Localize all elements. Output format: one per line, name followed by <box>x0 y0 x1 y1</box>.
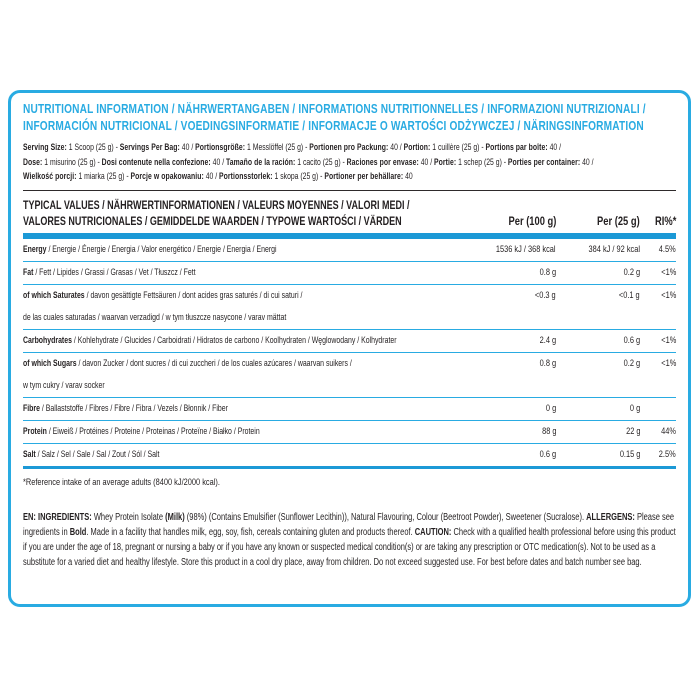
table-row <box>23 421 676 444</box>
value-per-100g: 1536 kJ / 368 kcal <box>496 243 556 255</box>
typical-values-title-line1: TYPICAL VALUES / NÄHRWERTINFORMATIONEN / VALEURS MOYENNES / VALORI MEDI / <box>23 197 410 212</box>
value-per-25g: 22 g <box>625 425 640 437</box>
value-per-25g: 0.15 g <box>619 448 640 460</box>
nutrient-label: of which Saturates / davon gesättigte Fettsäuren / dont acides gras saturés / di cui saturi / de las cuales saturadas / waarvan verzadigd / w tym tłuszcze nasycone / varav mättat <box>23 290 456 324</box>
nutrient-label: of which Sugars / davon Zucker / dont sucres / di cui zuccheri / de los cuales azúcares / waarvan suikers / w tym cukry / varav socker <box>23 357 352 391</box>
reference-footnote-text: *Reference intake of an average adults (8400 kJ/2000 kcal). <box>23 476 220 488</box>
value-per-25g: 0.2 g <box>623 266 640 278</box>
column-header-per-25g: Per (25 g) <box>597 213 640 228</box>
value-per-25g: 0.2 g <box>623 357 640 369</box>
nutrition-label-panel <box>8 90 691 607</box>
value-ri-percent: 2.5% <box>659 448 676 460</box>
value-ri-percent: 4.5% <box>659 243 676 255</box>
typical-values-title <box>23 197 456 229</box>
value-per-100g: 88 g <box>541 425 556 437</box>
nutrient-label: Salt / Salz / Sel / Sale / Sal / Zout / Sól / Salt <box>23 448 160 460</box>
nutrient-label: Fat / Fett / Lipides / Grassi / Grasas / Vet / Tłuszcz / Fett <box>23 266 196 278</box>
serving-info-line: Wielkość porcji: 1 miarka (25 g) - Porcje w opakowaniu: 40 / Portionsstorlek: 1 skopa (25 g) - Portioner per behällare: 40 <box>23 171 413 182</box>
column-header-per-100g: Per (100 g) <box>508 213 556 228</box>
value-ri-percent: <1% <box>660 266 676 278</box>
table-row <box>23 330 676 353</box>
value-per-100g: 0 g <box>545 402 556 414</box>
nutrition-header <box>23 101 676 134</box>
nutrient-label-line2: w tym cukry / varav socker <box>23 379 105 391</box>
serving-info-line: Serving Size: 1 Scoop (25 g) - Servings Per Bag: 40 / Portionsgröße: 1 Messlöffel (25 g) - Portionen pro Packung: 40 / Portion: 1 cuillère (25 g) - Portions par boîte: 40 / <box>23 142 562 153</box>
value-per-25g: 0 g <box>629 402 640 414</box>
table-row <box>23 262 676 285</box>
value-per-100g: 0.6 g <box>539 448 556 460</box>
reference-footnote <box>23 477 676 489</box>
nutrition-table-body <box>23 239 676 469</box>
typical-values-title-line2: VALORES NUTRICIONALES / GEMIDDELDE WAARDEN / TYPOWE WARTOŚCI / VÄRDEN <box>23 213 402 228</box>
table-row <box>23 239 676 262</box>
value-ri-percent: <1% <box>660 289 676 301</box>
table-row <box>23 353 676 398</box>
nutrient-label: Protein / Eiweiß / Protéines / Proteine / Proteinas / Proteïne / Białko / Protein <box>23 425 260 437</box>
value-ri-percent <box>640 403 676 415</box>
nutrition-header-line1: NUTRITIONAL INFORMATION / NÄHRWERTANGABEN / INFORMATIONS NUTRITIONNELLES / INFORMAZIONI NUTRIZIONALI / <box>23 101 646 116</box>
nutrition-header-line2: INFORMACIÓN NUTRICIONAL / VOEDINGSINFORMATIE / INFORMACJE O WARTOŚCI ODŻYWCZEJ / NÄRINGSINFORMATION <box>23 117 644 133</box>
serving-info-line: Dose: 1 misurino (25 g) - Dosi contenute nella confezione: 40 / Tamaño de la ración: 1 cacito (25 g) - Raciones por envase: 40 / Portie: 1 schep (25 g) - Porties per container: 40 / <box>23 156 594 168</box>
value-per-25g: 384 kJ / 92 kcal <box>588 243 640 255</box>
value-per-25g: <0.1 g <box>619 289 640 301</box>
serving-info <box>23 141 676 185</box>
ingredients-section <box>23 510 676 570</box>
table-row <box>23 444 676 466</box>
nutrient-label-line2: de las cuales saturadas / waarvan verzadigd / w tym tłuszcze nasycone / varav mättat <box>23 311 287 323</box>
table-row <box>23 285 676 330</box>
value-per-100g: 2.4 g <box>539 334 556 346</box>
value-per-25g: 0.6 g <box>623 334 640 346</box>
divider-dark-line <box>23 190 676 191</box>
value-per-100g: 0.8 g <box>539 266 556 278</box>
value-ri-percent: <1% <box>660 334 676 346</box>
value-ri-percent: <1% <box>660 357 676 369</box>
nutrient-label: Fibre / Ballaststoffe / Fibres / Fibre / Fibra / Vezels / Błonnik / Fiber <box>23 402 228 414</box>
nutrient-label: Carbohydrates / Kohlehydrate / Glucides / Carboidrati / Hidratos de carbono / Koolhydraten / Węglowodany / Kolhydrater <box>23 334 397 346</box>
typical-values-header <box>23 197 676 229</box>
table-row <box>23 398 676 421</box>
value-per-100g: <0.3 g <box>535 289 556 301</box>
value-ri-percent: 44% <box>661 425 676 437</box>
nutrient-label: Energy / Energie / Énergie / Energia / Valor energético / Energie / Energia / Energi <box>23 243 277 255</box>
value-per-100g: 0.8 g <box>539 357 556 369</box>
ingredients-text: EN: INGREDIENTS: Whey Protein Isolate (Milk) (98%) (Contains Emulsifier (Sunflower Lecithin)), Natural Flavouring, Colour (Beetroot Powder), Sweetener (Sucralose). ALLERGENS: Please see ingredients in Bold. Made in a facility that handles milk, egg, soy, fish, cereals containing gluten and products thereof. CAUTION: Check with a qualified health professional before using this product if you are under the age of 18, pregnant or nursing a baby or if you have any known or suspected medical condition(s) or are taking any prescription or OTC medication(s). Not to be used as a substitute for a varied diet and healthy lifestyle. Store this product in a cool dry place, away from children. Do not exceed suggested use. For best before dates and batch number see bag. <box>23 511 676 568</box>
column-header-ri-percent: RI%* <box>654 213 676 228</box>
